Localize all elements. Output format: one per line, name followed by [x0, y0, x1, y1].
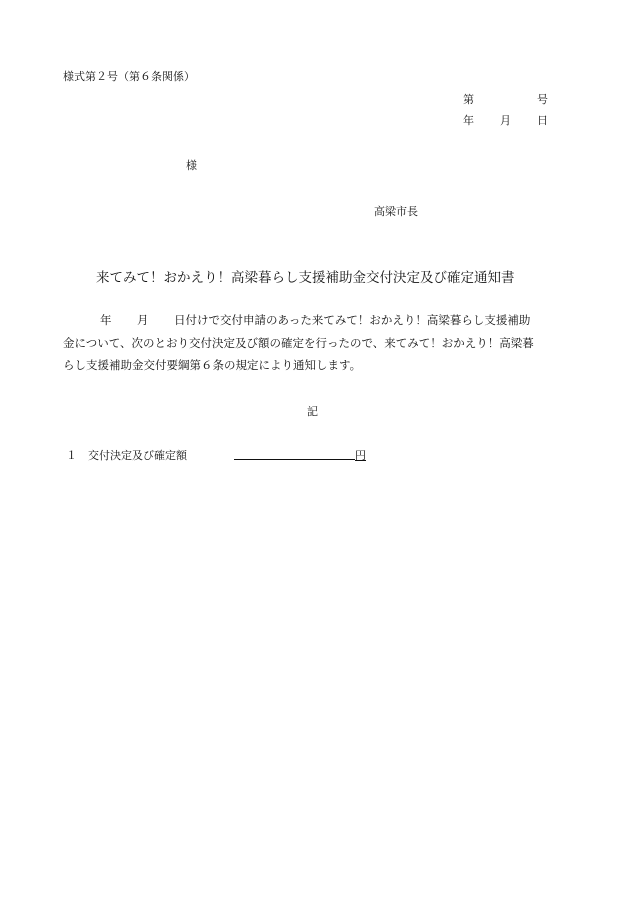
body-line1-year: 年: [100, 313, 112, 327]
body-line1-rest: 日付けで交付申請のあった来てみて！おかえり！高梁暮らし支援補助: [174, 313, 531, 327]
form-label: 様式第２号（第６条関係）: [63, 70, 195, 83]
doc-number-suffix: 号: [537, 93, 548, 106]
issuer-name: 高梁市長: [374, 205, 418, 218]
document-title: 来てみて！おかえり！高梁暮らし支援補助金交付決定及び確定通知書: [96, 270, 515, 286]
doc-number-prefix: 第: [463, 93, 474, 106]
item1-number: １: [66, 449, 77, 462]
recipient-suffix: 様: [186, 159, 197, 172]
date-year: 年: [463, 114, 474, 127]
body-line2: 金について、次のとおり交付決定及び額の確定を行ったので、来てみて！おかえり！高梁暮: [63, 336, 534, 350]
item1-label: 交付決定及び確定額: [88, 449, 187, 462]
date-month: 月: [500, 114, 511, 127]
amount-blank: [234, 447, 355, 460]
body-line1-month: 月: [137, 313, 149, 327]
ki-heading: 記: [307, 405, 318, 418]
item1-unit: 円: [355, 449, 366, 462]
body-line3: らし支援補助金交付要綱第６条の規定により通知します。: [63, 358, 362, 372]
date-day: 日: [537, 114, 548, 127]
